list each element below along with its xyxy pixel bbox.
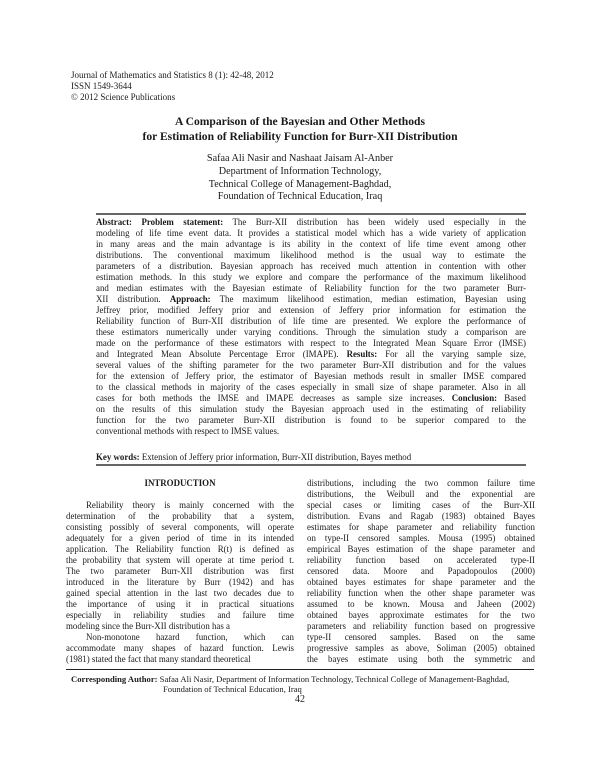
copyright: © 2012 Science Publications	[71, 92, 176, 102]
body-text-line: distributions, including the two common failure time	[307, 478, 535, 488]
body-text-line: modeling since the Burr-XII distribution has a	[66, 621, 230, 631]
body-text-line: Reliability theory is mainly concerned with the	[86, 500, 294, 510]
body-text-line: progressive samples as above, Soliman (2005) obtained	[307, 643, 535, 653]
abstract-line: in many areas and the main advantage is its ability in the context of life time event among other	[96, 239, 526, 249]
body-text-line: the importance of using it in practical situations	[66, 599, 294, 609]
text-run: The maximum likelihood estimation, median estimation, Bayesian using	[210, 294, 526, 304]
right-column	[307, 478, 535, 665]
body-text-line: application. The Reliability function R(t) is defined as	[66, 544, 294, 554]
abstract-line: parameters of a distribution. Bayesian approach has received much attention in contention with other	[96, 261, 526, 271]
keywords-text: Extension of Jeffery prior information, Burr-XII distribution, Bayes method	[139, 452, 412, 462]
body-text-line: reliability function based on accelerated type-II	[307, 555, 535, 565]
section-heading-introduction: INTRODUCTION	[144, 478, 216, 488]
body-text-line: obtained bayes estimates for shape parameter and the	[307, 577, 535, 587]
body-text-line: the bayes estimate using both the symmetric and	[307, 654, 535, 664]
abstract-top-rule	[96, 213, 526, 215]
keywords-label: Key words:	[96, 452, 140, 462]
abstract	[96, 217, 526, 437]
page-number: 42	[295, 694, 305, 705]
text-run: Based	[497, 393, 526, 403]
authors: Safaa Ali Nasir and Nashaat Jaisam Al-Anber	[206, 153, 394, 164]
bold-label: Approach:	[169, 294, 211, 304]
keywords	[96, 452, 526, 463]
bold-label: Results:	[346, 349, 378, 359]
text-run: For all the varying sample size,	[377, 349, 526, 359]
body-text-line: distribution. Evans and Ragab (1983) obtained Bayes	[307, 511, 535, 521]
abstract-line: on the results of this simulation study the Bayesian approach used in the estimating of reliability	[96, 404, 526, 414]
abstract-line: made on the performance of these estimators with respect to the Integrated Mean Square Error (IMSE)	[96, 338, 526, 348]
body-text-line: gained special attention in the last two decades due to	[66, 588, 294, 598]
body-text-line: adequately for a given period of time in its intended	[66, 533, 294, 543]
body-text-line: empirical Bayes estimation of the shape parameter and	[307, 544, 535, 554]
paper-title-line-2: for Estimation of Reliability Function for Burr-XII Distribution	[142, 130, 458, 143]
body-text-line: accommodate many shapes of hazard function. Lewis	[66, 643, 294, 653]
corresponding-author	[71, 674, 509, 685]
corresponding-author-affiliation: Foundation of Technical Education, Iraq	[163, 684, 302, 694]
text-run: XII distribution.	[96, 294, 170, 304]
body-text-line: determination of the probability that a system,	[66, 511, 294, 521]
abstract-line: Jeffrey prior, modified Jeffery prior and extension of Jeffery prior information for estimation the	[96, 305, 526, 315]
affiliation-dept: Department of Information Technology,	[218, 166, 382, 177]
abstract-line	[96, 349, 526, 360]
paper-title-line-1: A Comparison of the Bayesian and Other Methods	[174, 115, 426, 128]
keywords-bottom-rule	[96, 464, 526, 466]
abstract-line: and median estimates with the Bayesian estimate of Reliability function for the two parameter Burr-	[96, 283, 526, 293]
body-text-line: the probability that system will operate at time period t.	[66, 555, 294, 565]
body-text-line: censored data. Moore and Papadopoulos (2000)	[307, 566, 535, 576]
abstract-line	[96, 217, 526, 228]
body-text-line: (1981) stated the fact that many standard theoretical	[66, 654, 251, 664]
corresponding-author-label: Corresponding Author:	[71, 674, 158, 684]
body-text-line: consisting possibly of several components, will operate	[66, 522, 294, 532]
body-text-line: Non-monotone hazard function, which can	[86, 632, 294, 642]
abstract-line: Reliability function of Burr-XII distribution of life time are presented. We explore the performance of	[96, 316, 526, 326]
text-run: The Burr-XII distribution has been widely used especially in the	[223, 217, 526, 227]
abstract-line: distributions. The conventional maximum likelihood method is the usual way to estimate the	[96, 250, 526, 260]
abstract-line: modeling of life time event data. It provides a statistical model which has a wide variety of application	[96, 228, 526, 238]
body-text-line: type-II censored samples. Based on the same	[307, 632, 535, 642]
text-run: and Integrated Mean Absolute Percentage Error (IMAPE).	[96, 349, 347, 359]
bold-label: Abstract: Problem statement:	[96, 217, 224, 227]
abstract-line: function for the two parameter Burr-XII distribution is found to be superior compared to the	[96, 415, 526, 425]
abstract-line: several values of the shifting parameter for the two parameter Burr-XII distribution and for the values	[96, 360, 526, 370]
abstract-line: these estimators numerically under varying conditions. Through the simulation study a comparison are	[96, 327, 526, 337]
footnote-rule	[66, 669, 534, 670]
body-text-line: distributions, the Weibull and the exponential are	[307, 489, 535, 499]
body-text-line: reliability function when the other shape parameter was	[307, 588, 535, 598]
abstract-line: to the classical methods in majority of the cases especially in small size of shape parameter. Also in all	[96, 382, 526, 392]
issn: ISSN 1549-3644	[71, 81, 132, 91]
left-column	[66, 478, 294, 665]
body-text-line: obtained bayes approximate estimates for the two	[307, 610, 535, 620]
abstract-line: for the extension of Jeffery prior, the estimator of Bayesian methods result in smaller IMSE compared	[96, 371, 526, 381]
body-text-line: special cases or limiting cases of the Burr-XII	[307, 500, 535, 510]
body-text-line: introduced in the literature by Burr (1942) and has	[66, 577, 294, 587]
body-text-line: The two parameter Burr-XII distribution was first	[66, 566, 294, 576]
journal-citation: Journal of Mathematics and Statistics 8 (1): 42-48, 2012	[71, 70, 274, 80]
corresponding-author-text: Safaa Ali Nasir, Department of Information Technology, Technical College of Management-Baghdad,	[157, 674, 510, 684]
abstract-line: conventional methods with respect to IMSE values.	[96, 426, 280, 436]
abstract-line	[96, 294, 526, 305]
bold-label: Conclusion:	[451, 393, 498, 403]
affiliation-foundation: Foundation of Technical Education, Iraq	[217, 191, 383, 202]
text-run: cases for both methods the IMSE and IMAPE decreases as sample size increases.	[96, 393, 452, 403]
abstract-line	[96, 393, 526, 404]
body-text-line: assumed to be known. Mousa and Jaheen (2002)	[307, 599, 535, 609]
body-text-line: on type-II censored samples. Mousa (1995) obtained	[307, 533, 535, 543]
body-text-line: especially in reliability studies and failure time	[66, 610, 294, 620]
body-text-line: parameters and reliability function based on progressive	[307, 621, 535, 631]
body-text-line: estimates for shape parameter and reliability function	[307, 522, 535, 532]
abstract-line: estimation methods. In this study we explore and compare the performance of the maximum likelihood	[96, 272, 526, 282]
affiliation-college: Technical College of Management-Baghdad,	[208, 179, 392, 190]
